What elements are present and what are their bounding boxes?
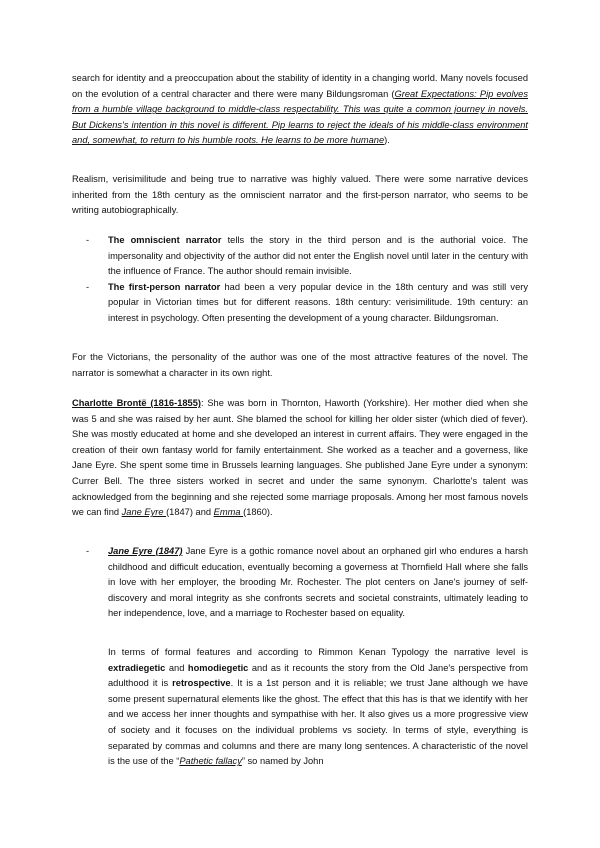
paragraph-formal-features: In terms of formal features and according to Rimmon Kenan Typology the narrative level is extradiegetic and homodiegetic and as it recounts the story from the Old Jane's perspective from adulthood it is retrospective. It is a 1st person and it is reliable; we trust Jane although we have some present supernatural elements like the ghost. The effect that this has is that we identify with her and we access her inner thoughts and sympathise with her. It also gives us a more progressive view of society and it focuses on the individual problems vs society. In terms of style, everything is separated by commas and columns and there are many long sentences. A characteristic of the novel is the use of the “Pathetic fallacy” so named by John xyxy=(108,647,528,767)
list-item-term: The first-person narrator xyxy=(108,281,221,292)
jane-eyre-list xyxy=(72,544,528,622)
novel-title: Emma xyxy=(213,507,244,518)
section-heading: Charlotte Brontë (1816-1855) xyxy=(72,398,201,408)
paragraph-realism: Realism, verisimilitude and being true to narrative was highly valued. There were some narrative devices inherited from the 18th century as the omniscient narrator and the first-person narrator, who seems to be writing autobiographically. xyxy=(72,174,528,216)
list-item-term: The omniscient narrator xyxy=(108,235,222,245)
bullet-dash: - xyxy=(86,546,90,556)
jane-eyre-title: Jane Eyre (1847) xyxy=(108,546,183,556)
bullet-dash: - xyxy=(86,281,90,292)
novel-title: Jane Eyre xyxy=(121,507,167,518)
list-item: - The omniscient narrator tells the story in the third person and is the authorial voice. The impersonality and objectivity of the author did not enter the English novel until later in the century with the influence of France. The author should remain invisible. xyxy=(86,235,529,277)
pathetic-fallacy-term: Pathetic fallacy xyxy=(179,756,242,767)
paragraph-charlotte-bronte: Charlotte Brontë (1816-1855): She was born in Thornton, Haworth (Yorkshire). Her mother died when she was 5 and she was raised by her aunt. She blamed the school for killing her older sister (which died of fever). She was mostly educated at home and she developed an interest in current affairs. They were engaged in the creation of their own fantasy world for family entertainment. She worked as a teacher and a governess, like Jane Eyre. She spent some time in Brussels learning languages. She published Jane Eyre under a synonym: Currer Bell. The three sisters worked in secret and under the same synonym. Charlotte's talent was acknowledged from the beginning and she rejected some marriage proposals. Among her most famous novels we can find Jane Eyre (1847) and Emma (1860). xyxy=(72,398,528,518)
list-item: - Jane Eyre (1847) Jane Eyre is a gothic romance novel about an orphaned girl who endures a harsh childhood and difficult education, eventually becoming a governess at Thornfield Hall where she falls in love with her employer, the brooding Mr. Rochester. The plot centers on Jane's journey of self-discovery and moral integrity as she confronts secrets and societal constraints, ultimately leading to her independence, love, and a marriage to Rochester based on equality. xyxy=(86,546,528,619)
great-expectations-note: Great Expectations: Pip evolves from a humble village background to middle-class respectability. This was quite a common journey in novels. But Dickens's intention in this novel is different. Pip learns to reject the ideals of his middle-class environment and, somewhat, to return to his humble roots. He learns to be more humane xyxy=(72,88,528,146)
bullet-dash: - xyxy=(86,235,90,245)
paragraph-victorians: For the Victorians, the personality of the author was one of the most attractive features of the novel. The narrator is somewhat a character in its own right. xyxy=(72,352,528,378)
list-item: - The first-person narrator had been a very popular device in the 18th century and was still very popular in Victorian times but for different reasons. 18th century: verisimilitude. 19th century: an interest in psychology. Often presenting the development of a young character. Bildungsroman. xyxy=(86,281,528,323)
paragraph-bildungsroman: search for identity and a preoccupation about the stability of identity in a changing world. Many novels focused on the evolution of a central character and there were many Bildungsroman (Great Expectations: Pip evolves from a humble village background to middle-class respectability. This was quite a common journey in novels. But Dickens's intention in this novel is different. Pip learns to reject the ideals of his middle-class environment and, somewhat, to return to his humble roots. He learns to be more humane). xyxy=(72,73,528,146)
narrator-list xyxy=(72,233,528,327)
